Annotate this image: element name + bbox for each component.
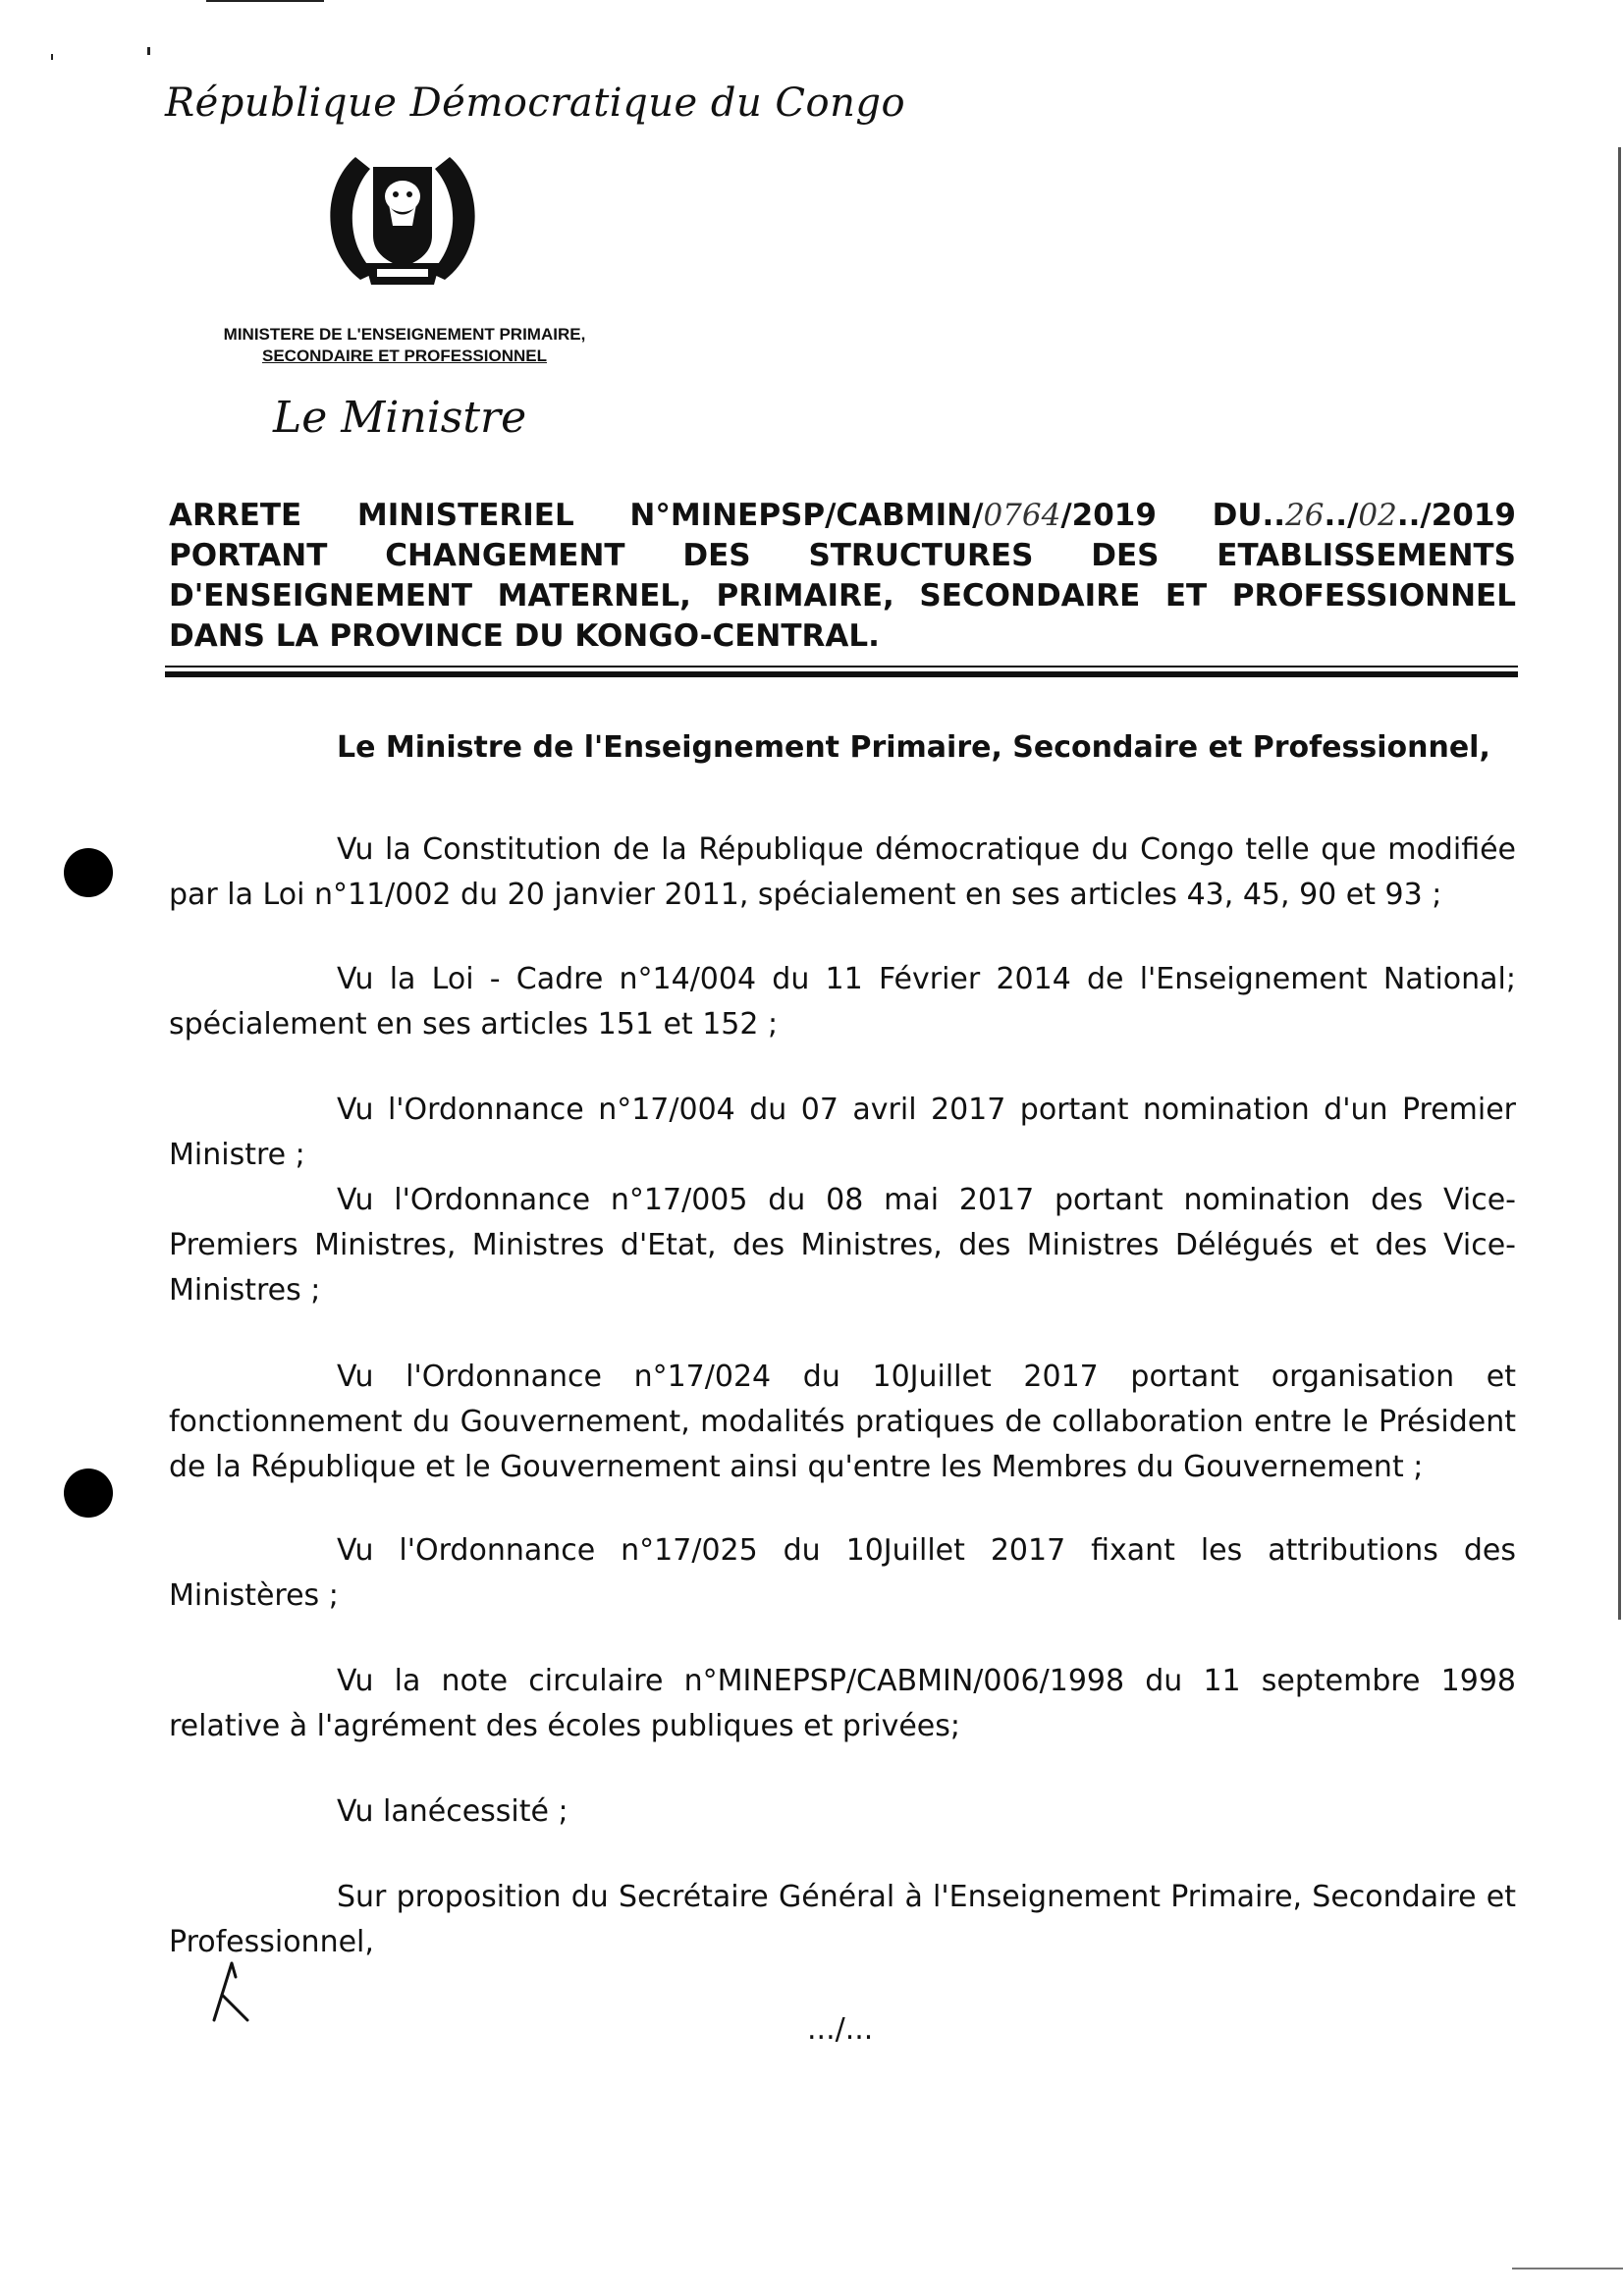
punch-hole-bottom bbox=[64, 1468, 113, 1518]
coat-of-arms-icon bbox=[316, 147, 489, 294]
title-divider-thin bbox=[165, 666, 1518, 667]
decree-title bbox=[169, 496, 1516, 657]
handwritten-day: 26 bbox=[1285, 498, 1325, 533]
visa-constitution: Vu la Constitution de la République démocratique du Congo telle que modifiée par la Loi n°11/002 du 20 janvier 2011, spécialement en ses articles 43, 45, 90 et 93 ; bbox=[169, 832, 1516, 912]
minister-signature-heading: Le Ministre bbox=[273, 393, 527, 443]
handwritten-month: 02 bbox=[1358, 498, 1397, 533]
republic-heading: République Démocratique du Congo bbox=[165, 80, 906, 126]
visa-ordonnance-17-005: Vu l'Ordonnance n°17/005 du 08 mai 2017 portant nomination des Vice-Premiers Ministres, Ministres d'Etat, des Ministres, des Ministres Délégués et des Vice-Ministres ; bbox=[169, 1183, 1516, 1308]
visa-ordonnance-17-004: Vu l'Ordonnance n°17/004 du 07 avril 2017 portant nomination d'un Premier Ministre ; bbox=[169, 1093, 1516, 1172]
visa-necessite: Vu lanécessité ; bbox=[337, 1794, 568, 1829]
scan-bottom-mark bbox=[1512, 2268, 1623, 2269]
scan-mark-top bbox=[206, 0, 324, 2]
scan-right-edge bbox=[1618, 147, 1621, 1620]
title-line-4: DANS LA PROVINCE DU KONGO-CENTRAL. bbox=[169, 618, 880, 654]
ministry-line-2: SECONDAIRE ET PROFESSIONNEL bbox=[262, 347, 547, 365]
scan-mark-left bbox=[51, 54, 53, 60]
visa-note-circulaire: Vu la note circulaire n°MINEPSP/CABMIN/006/1998 du 11 septembre 1998 relative à l'agrément des écoles publiques et privées; bbox=[169, 1664, 1516, 1743]
title-divider-thick bbox=[165, 671, 1518, 677]
visa-loi-cadre: Vu la Loi - Cadre n°14/004 du 11 Février 2014 de l'Enseignement National; spécialement en ses articles 151 et 152 ; bbox=[169, 962, 1516, 1041]
visa-ordonnance-17-024: Vu l'Ordonnance n°17/024 du 10Juillet 2017 portant organisation et fonctionnement du Gouvernement, modalités pratiques de collaboration entre le Président de la République et le Gouvernement ainsi qu'entre les Membres du Gouvernement ; bbox=[169, 1360, 1516, 1484]
handwritten-initial-icon bbox=[208, 1955, 257, 2024]
scan-mark-small bbox=[147, 47, 150, 55]
addressee-line: Le Ministre de l'Enseignement Primaire, Secondaire et Professionnel, bbox=[337, 730, 1490, 765]
ministry-name bbox=[169, 324, 640, 367]
punch-hole-top bbox=[64, 848, 113, 897]
title-line-1: ARRETE MINISTERIEL N°MINEPSP/CABMIN/0764/2019 DU..26../02../2019 bbox=[169, 498, 1516, 533]
ministry-line-1: MINISTERE DE L'ENSEIGNEMENT PRIMAIRE, bbox=[223, 325, 586, 344]
handwritten-ref-number: 0764 bbox=[983, 498, 1061, 533]
title-line-2: PORTANT CHANGEMENT DES STRUCTURES DES ETABLISSEMENTS bbox=[169, 538, 1516, 573]
title-line-3: D'ENSEIGNEMENT MATERNEL, PRIMAIRE, SECONDAIRE ET PROFESSIONNEL bbox=[169, 578, 1516, 614]
visa-ordonnance-17-025: Vu l'Ordonnance n°17/025 du 10Juillet 2017 fixant les attributions des Ministères ; bbox=[169, 1533, 1516, 1613]
proposition-paragraph: Sur proposition du Secrétaire Général à l'Enseignement Primaire, Secondaire et Professionnel, bbox=[169, 1880, 1516, 1959]
page-continuation-mark: .../... bbox=[807, 2012, 874, 2047]
